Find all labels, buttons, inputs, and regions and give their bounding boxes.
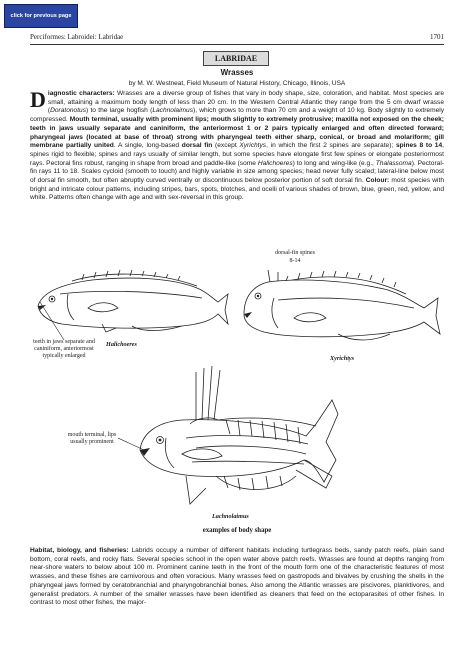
name-lachnolaimus: Lachnolaimus xyxy=(212,513,249,520)
taxon-name: Lachnolaimus xyxy=(152,107,193,115)
text-run: . A single, long-based xyxy=(113,142,182,150)
drop-cap: D xyxy=(30,87,46,112)
header-rule xyxy=(30,44,444,45)
habitat-heading: Habitat, biology, and fisheries: xyxy=(30,547,129,554)
text-run: (except xyxy=(212,142,240,150)
taxon-name: Xyrichtys xyxy=(239,142,267,150)
diagnostic-paragraph xyxy=(30,87,444,203)
label-dorsal-spines: dorsal-fin spines xyxy=(275,250,315,256)
page-number: 1701 xyxy=(430,33,444,41)
taxon-name: Halichoeres xyxy=(257,159,293,167)
habitat-text: Labrids occupy a number of different habitats including turtlegrass beds, sandy patch reefs, plain sand bottom, coral reefs, and rocky flats. Several species school in the open water above patch reefs. Wrasses are found at depths ranging from near-shore waters to below about 100 m. Prominent canine teeth in the front of the mouth form one of the characteristic features of most wrasses, and these fishes are carnivorous and often voracious. Many wrasses feed on gastropods and bivalves by crushing the shells in the pharyngeal jaws formed by ceratobranchial and pharyngobranchial bones. Also among the Atlantic wrasses are piscivores, planktivores, and generalist predators. A number of the smaller wrasses have been identified as cleaners that feed on the ectoparasites of other fishes. In contrast to most other fishes, the major- xyxy=(30,547,444,607)
key-character: spines 8 to 14 xyxy=(395,142,443,150)
name-xyrichtys: Xyrichtys xyxy=(330,355,355,362)
text-run: Wrasses are a diverse group of fishes that vary in body shape, size, coloration, and habitat. Most species are small, attaining a maximum body length of less than 20 cm. In the Western Central Atlantic they range from the 5 cm dwarf wrasse ( xyxy=(47,90,444,115)
previous-page-button[interactable]: click for previous page xyxy=(4,4,78,28)
label-teeth: teeth in jaws separate and caniniform, anteriormost typically enlarged xyxy=(33,339,95,359)
running-head: Perciformes: Labroidei: Labridae xyxy=(30,33,124,41)
label-dorsal-count: 8-14 xyxy=(289,258,301,264)
key-character: Mouth terminal, usually with prominent lips; mouth slightly to extremely protrusive; maxilla not exposed on the cheek; teeth in jaws usually separate and caniniform, the anteriormost 1 or 2 pairs typically enlarged and often directed forward; pharyngeal jaws (located at base of throat) strong with pharyngeal teeth either sharp, conical, or broad and molariform; gill membrane partially united xyxy=(30,116,444,150)
author-line: by M. W. Westneat, Field Museum of Natural History, Chicago, Illinois, USA xyxy=(128,80,346,87)
diagnostic-heading: iagnostic characters: xyxy=(47,90,115,97)
key-character: dorsal fin xyxy=(181,142,213,150)
lachnolaimus-illustration xyxy=(126,364,362,516)
text-run: ) to the large hogfish ( xyxy=(86,107,153,115)
text-run: most species with bright and intricate colour patterns, including stripes, bars, spots, blotches, and ocelli of various shades of brown, blue, green, red, yellow, and white. Patterns often change with age and with sex-reversal in this group. xyxy=(30,177,444,202)
teeth-leader-line xyxy=(36,296,76,342)
text-run: , spines rigid to flexible; spines and rays usually of similar length, but some species have elongate first few spines or elongate posteriormost rays. Pectoral fins robust, ranging in shape from broad and paddle-like (some xyxy=(30,142,444,167)
text-run: , in which the first 2 spines are separate); xyxy=(266,142,396,150)
habitat-paragraph xyxy=(30,547,444,608)
xyrichtys-illustration xyxy=(238,268,444,346)
taxon-name: Doratonotus xyxy=(50,107,87,115)
text-run: ), which grows to more than 70 cm and a weight of 10 kg. Body slightly to extremely compressed. xyxy=(30,107,444,124)
key-character: Colour: xyxy=(365,177,390,185)
common-name: Wrasses xyxy=(220,68,254,77)
text-run: ) to long and wing-like (e.g., xyxy=(292,159,376,167)
taxon-name: Thalassoma xyxy=(375,159,412,167)
mouth-leader-line xyxy=(118,436,148,456)
figure-caption: examples of body shape xyxy=(202,527,272,534)
family-title: LABRIDAE xyxy=(203,51,269,66)
text-run: ). Pectoral-fin rays 11 to 18. Scales cycloid (smooth to touch) and highly variable in size among species; head never fully scaled; lateral-line below most of dorsal fin smooth, but often abruptly curved ventrally or discontinuous below posterior portion of soft dorsal fin. xyxy=(30,159,444,185)
name-halichoeres: Halichoeres xyxy=(106,341,137,348)
label-mouth: mouth terminal, lips usually prominent xyxy=(67,432,117,445)
